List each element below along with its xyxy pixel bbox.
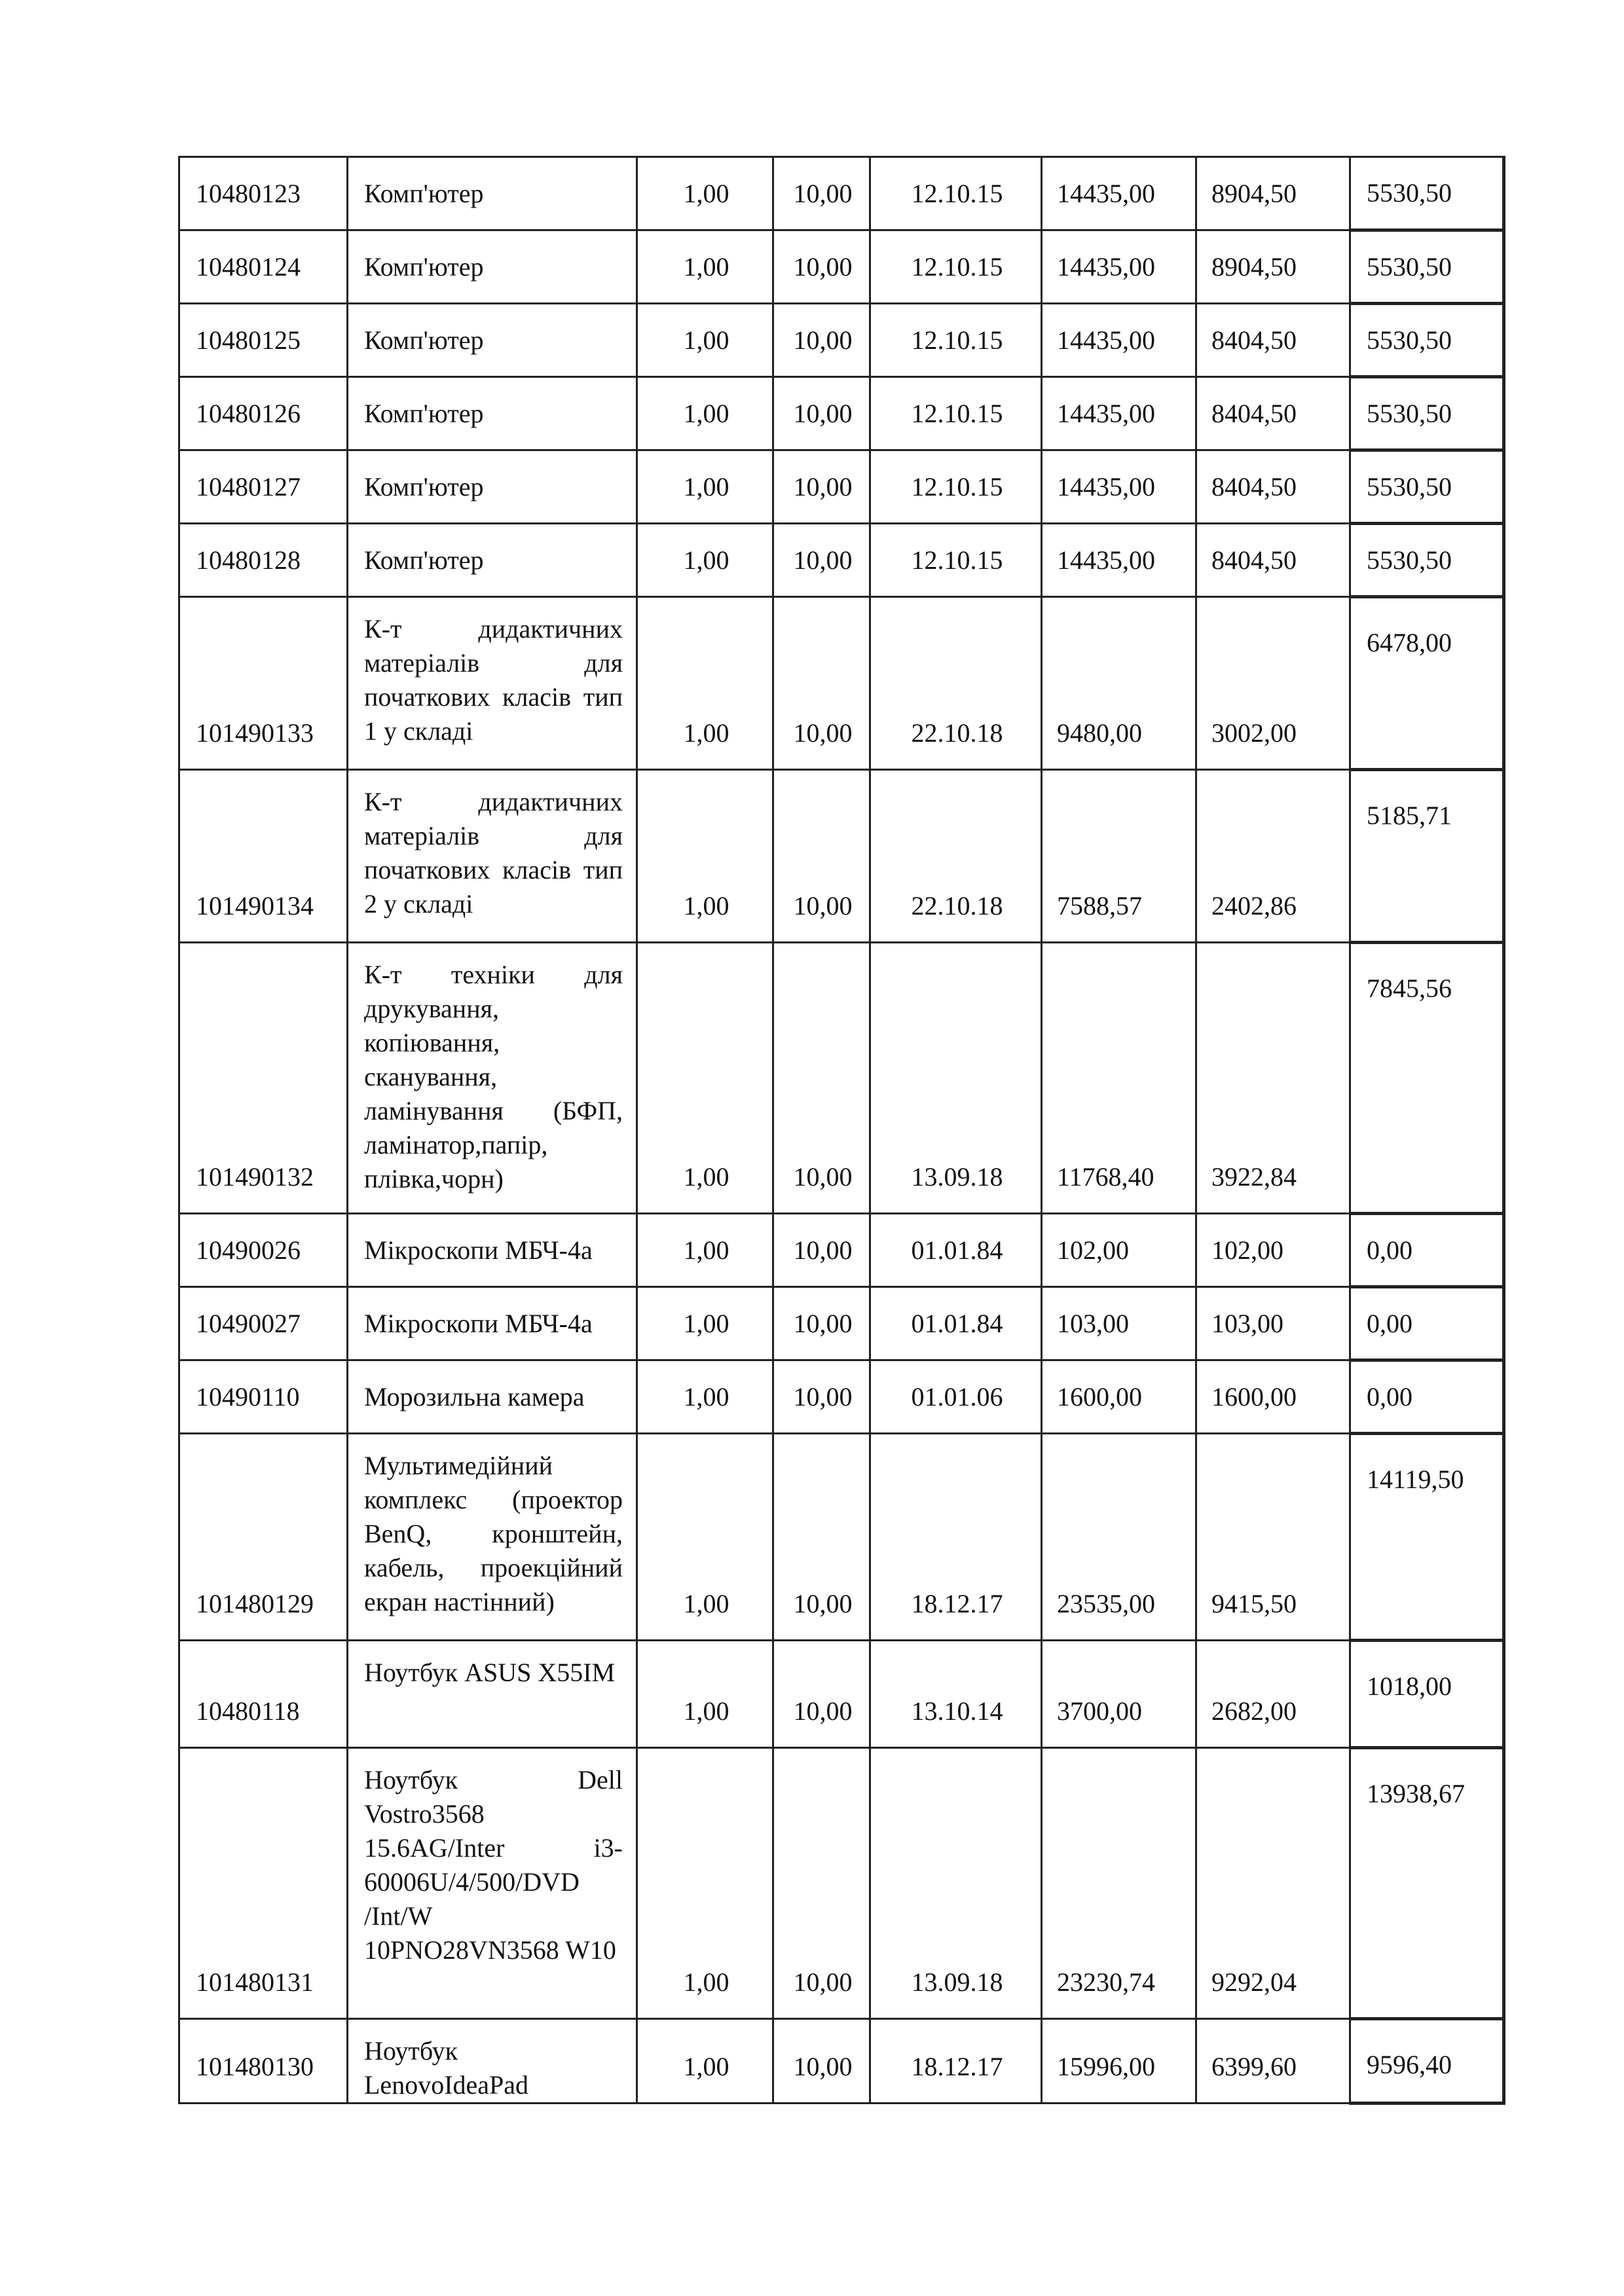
residual-value-cell: 5530,50 xyxy=(1350,524,1504,597)
inventory-code-cell: 101480131 xyxy=(179,1748,348,2019)
depreciation-rate-cell: 10,00 xyxy=(773,157,870,230)
residual-value-cell: 5530,50 xyxy=(1350,304,1504,377)
initial-cost-cell: 14435,00 xyxy=(1042,157,1196,230)
date-cell: 13.10.14 xyxy=(870,1641,1042,1748)
item-name-cell: Комп'ютер xyxy=(348,377,637,450)
item-name-cell: Ноутбук LenovoIdeaPad xyxy=(348,2019,637,2104)
quantity-cell: 1,00 xyxy=(637,157,773,230)
inventory-code-cell: 101480129 xyxy=(179,1434,348,1641)
date-cell: 18.12.17 xyxy=(870,2019,1042,2104)
inventory-code-cell: 10490027 xyxy=(179,1287,348,1360)
initial-cost-cell: 23535,00 xyxy=(1042,1434,1196,1641)
depreciation-cell: 8904,50 xyxy=(1196,230,1350,304)
quantity-cell: 1,00 xyxy=(637,1641,773,1748)
initial-cost-cell: 103,00 xyxy=(1042,1287,1196,1360)
depreciation-rate-cell: 10,00 xyxy=(773,1214,870,1287)
table-row xyxy=(179,1214,1504,1287)
date-cell: 12.10.15 xyxy=(870,450,1042,524)
depreciation-cell: 103,00 xyxy=(1196,1287,1350,1360)
date-cell: 22.10.18 xyxy=(870,770,1042,943)
depreciation-cell: 8404,50 xyxy=(1196,304,1350,377)
depreciation-rate-cell: 10,00 xyxy=(773,1360,870,1434)
date-cell: 12.10.15 xyxy=(870,304,1042,377)
initial-cost-cell: 102,00 xyxy=(1042,1214,1196,1287)
table-row xyxy=(179,1434,1504,1641)
date-cell: 18.12.17 xyxy=(870,1434,1042,1641)
depreciation-cell: 2402,86 xyxy=(1196,770,1350,943)
inventory-code-cell: 10480126 xyxy=(179,377,348,450)
initial-cost-cell: 23230,74 xyxy=(1042,1748,1196,2019)
initial-cost-cell: 15996,00 xyxy=(1042,2019,1196,2104)
depreciation-rate-cell: 10,00 xyxy=(773,1641,870,1748)
inventory-code-cell: 10490110 xyxy=(179,1360,348,1434)
depreciation-cell: 1600,00 xyxy=(1196,1360,1350,1434)
inventory-code-cell: 10480118 xyxy=(179,1641,348,1748)
residual-value-cell: 1018,00 xyxy=(1350,1641,1504,1748)
item-name-cell: Ноутбук Dell Vostro3568 15.6AG/Inter i3-60006U/4/500/DVD /Int/W 10PNO28VN3568 W10 xyxy=(348,1748,637,2019)
residual-value-cell: 0,00 xyxy=(1350,1214,1504,1287)
quantity-cell: 1,00 xyxy=(637,230,773,304)
table-row xyxy=(179,943,1504,1214)
table-row xyxy=(179,597,1504,770)
quantity-cell: 1,00 xyxy=(637,597,773,770)
residual-value-cell: 0,00 xyxy=(1350,1287,1504,1360)
initial-cost-cell: 11768,40 xyxy=(1042,943,1196,1214)
residual-value-cell: 0,00 xyxy=(1350,1360,1504,1434)
depreciation-rate-cell: 10,00 xyxy=(773,770,870,943)
date-cell: 12.10.15 xyxy=(870,157,1042,230)
inventory-code-cell: 10480125 xyxy=(179,304,348,377)
date-cell: 13.09.18 xyxy=(870,943,1042,1214)
item-name-cell: Мікроскопи МБЧ-4а xyxy=(348,1214,637,1287)
depreciation-rate-cell: 10,00 xyxy=(773,304,870,377)
table-row xyxy=(179,1641,1504,1748)
residual-value-cell: 13938,67 xyxy=(1350,1748,1504,2019)
residual-value-cell: 5530,50 xyxy=(1350,450,1504,524)
date-cell: 01.01.84 xyxy=(870,1214,1042,1287)
depreciation-cell: 2682,00 xyxy=(1196,1641,1350,1748)
table-row xyxy=(179,304,1504,377)
item-name-cell: Комп'ютер xyxy=(348,304,637,377)
table-row xyxy=(179,1748,1504,2019)
item-name-cell: К-т дидактичних матеріалів для початкових класів тип 1 у складі xyxy=(348,597,637,770)
inventory-code-cell: 101490133 xyxy=(179,597,348,770)
initial-cost-cell: 14435,00 xyxy=(1042,450,1196,524)
item-name-cell: К-т техніки для друкування, копіювання, сканування, ламінування (БФП, ламінатор,папір, плівка,чорн) xyxy=(348,943,637,1214)
quantity-cell: 1,00 xyxy=(637,2019,773,2104)
quantity-cell: 1,00 xyxy=(637,770,773,943)
initial-cost-cell: 14435,00 xyxy=(1042,524,1196,597)
table-row xyxy=(179,230,1504,304)
table-row xyxy=(179,377,1504,450)
item-name-cell: Комп'ютер xyxy=(348,230,637,304)
date-cell: 12.10.15 xyxy=(870,377,1042,450)
residual-value-cell: 5530,50 xyxy=(1350,377,1504,450)
table-row xyxy=(179,450,1504,524)
table-row xyxy=(179,2019,1504,2104)
inventory-code-cell: 10490026 xyxy=(179,1214,348,1287)
depreciation-rate-cell: 10,00 xyxy=(773,524,870,597)
date-cell: 13.09.18 xyxy=(870,1748,1042,2019)
residual-value-cell: 5530,50 xyxy=(1350,157,1504,230)
item-name-cell: Комп'ютер xyxy=(348,450,637,524)
date-cell: 01.01.84 xyxy=(870,1287,1042,1360)
item-name-cell: Мікроскопи МБЧ-4а xyxy=(348,1287,637,1360)
inventory-code-cell: 101490132 xyxy=(179,943,348,1214)
quantity-cell: 1,00 xyxy=(637,1748,773,2019)
residual-value-cell: 6478,00 xyxy=(1350,597,1504,770)
depreciation-cell: 102,00 xyxy=(1196,1214,1350,1287)
date-cell: 01.01.06 xyxy=(870,1360,1042,1434)
initial-cost-cell: 1600,00 xyxy=(1042,1360,1196,1434)
quantity-cell: 1,00 xyxy=(637,304,773,377)
table-row xyxy=(179,157,1504,230)
residual-value-cell: 7845,56 xyxy=(1350,943,1504,1214)
depreciation-cell: 9292,04 xyxy=(1196,1748,1350,2019)
quantity-cell: 1,00 xyxy=(637,943,773,1214)
inventory-code-cell: 10480124 xyxy=(179,230,348,304)
initial-cost-cell: 14435,00 xyxy=(1042,304,1196,377)
depreciation-rate-cell: 10,00 xyxy=(773,230,870,304)
depreciation-cell: 8904,50 xyxy=(1196,157,1350,230)
date-cell: 22.10.18 xyxy=(870,597,1042,770)
residual-value-cell: 9596,40 xyxy=(1350,2019,1504,2104)
quantity-cell: 1,00 xyxy=(637,524,773,597)
quantity-cell: 1,00 xyxy=(637,1214,773,1287)
inventory-code-cell: 101490134 xyxy=(179,770,348,943)
residual-value-cell: 5185,71 xyxy=(1350,770,1504,943)
table-row xyxy=(179,1360,1504,1434)
table-row xyxy=(179,1287,1504,1360)
depreciation-cell: 8404,50 xyxy=(1196,377,1350,450)
quantity-cell: 1,00 xyxy=(637,1434,773,1641)
inventory-table xyxy=(178,156,1505,2105)
inventory-code-cell: 10480123 xyxy=(179,157,348,230)
initial-cost-cell: 7588,57 xyxy=(1042,770,1196,943)
quantity-cell: 1,00 xyxy=(637,1360,773,1434)
depreciation-cell: 8404,50 xyxy=(1196,524,1350,597)
depreciation-rate-cell: 10,00 xyxy=(773,1287,870,1360)
item-name-cell: Мультимедійний комплекс (проектор BenQ, кронштейн, кабель, проекційний екран настінний) xyxy=(348,1434,637,1641)
item-name-cell: Комп'ютер xyxy=(348,524,637,597)
depreciation-cell: 9415,50 xyxy=(1196,1434,1350,1641)
residual-value-cell: 14119,50 xyxy=(1350,1434,1504,1641)
depreciation-rate-cell: 10,00 xyxy=(773,2019,870,2104)
item-name-cell: К-т дидактичних матеріалів для початкових класів тип 2 у складі xyxy=(348,770,637,943)
inventory-table-sheet xyxy=(178,156,1505,2105)
quantity-cell: 1,00 xyxy=(637,377,773,450)
depreciation-cell: 3002,00 xyxy=(1196,597,1350,770)
depreciation-rate-cell: 10,00 xyxy=(773,943,870,1214)
quantity-cell: 1,00 xyxy=(637,450,773,524)
inventory-code-cell: 10480127 xyxy=(179,450,348,524)
depreciation-cell: 3922,84 xyxy=(1196,943,1350,1214)
initial-cost-cell: 14435,00 xyxy=(1042,230,1196,304)
depreciation-cell: 8404,50 xyxy=(1196,450,1350,524)
depreciation-rate-cell: 10,00 xyxy=(773,597,870,770)
depreciation-rate-cell: 10,00 xyxy=(773,1434,870,1641)
date-cell: 12.10.15 xyxy=(870,524,1042,597)
initial-cost-cell: 9480,00 xyxy=(1042,597,1196,770)
item-name-cell: Ноутбук ASUS X55IM xyxy=(348,1641,637,1748)
quantity-cell: 1,00 xyxy=(637,1287,773,1360)
date-cell: 12.10.15 xyxy=(870,230,1042,304)
depreciation-rate-cell: 10,00 xyxy=(773,450,870,524)
table-row xyxy=(179,524,1504,597)
item-name-cell: Морозильна камера xyxy=(348,1360,637,1434)
depreciation-rate-cell: 10,00 xyxy=(773,377,870,450)
inventory-code-cell: 10480128 xyxy=(179,524,348,597)
initial-cost-cell: 14435,00 xyxy=(1042,377,1196,450)
item-name-cell: Комп'ютер xyxy=(348,157,637,230)
initial-cost-cell: 3700,00 xyxy=(1042,1641,1196,1748)
table-row xyxy=(179,770,1504,943)
residual-value-cell: 5530,50 xyxy=(1350,230,1504,304)
depreciation-rate-cell: 10,00 xyxy=(773,1748,870,2019)
inventory-code-cell: 101480130 xyxy=(179,2019,348,2104)
depreciation-cell: 6399,60 xyxy=(1196,2019,1350,2104)
